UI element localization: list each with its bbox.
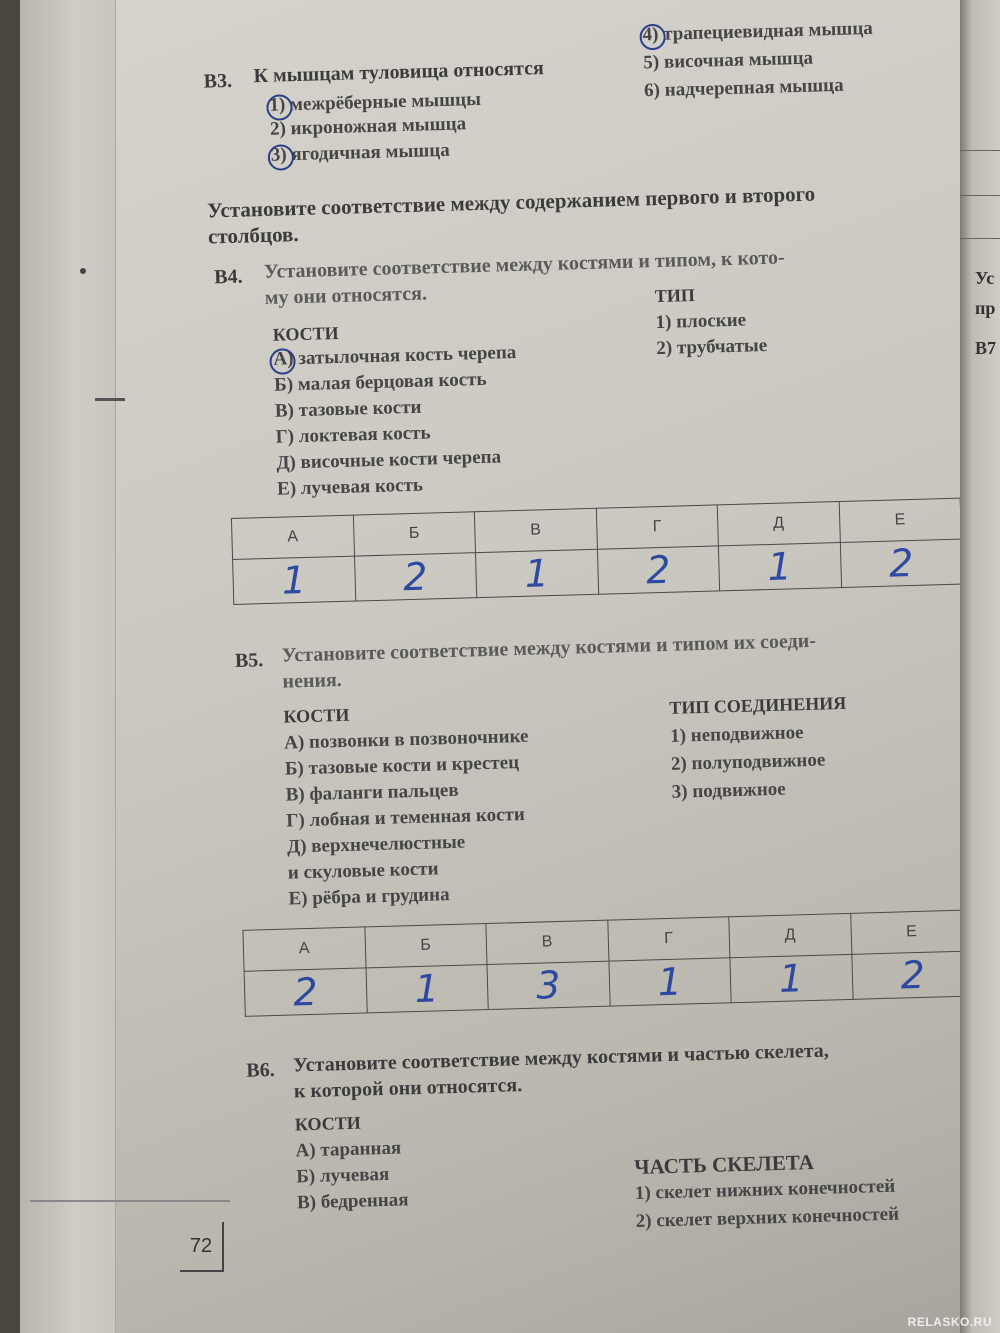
b5-answer-b: 1 bbox=[366, 965, 489, 1013]
b3-option-4: 4) трапециевидная мышца bbox=[642, 17, 874, 46]
b5-answer-table bbox=[242, 909, 960, 1016]
b6-question-line-1: Установите соответствие между костями и частью скелета, bbox=[292, 1039, 830, 1077]
b5-answer-e: 2 bbox=[851, 951, 960, 999]
next-page-rule bbox=[960, 195, 1000, 196]
b4-bone-g: Г) локтевая кость bbox=[275, 422, 431, 448]
textbook-page bbox=[20, 0, 960, 1333]
watermark: RELASKO.RU bbox=[907, 1315, 992, 1329]
b3-option-5: 5) височная мышца bbox=[643, 47, 814, 74]
b5-answer-g: 1 bbox=[608, 958, 731, 1006]
b3-option-1: 1) межрёберные мышцы bbox=[269, 88, 482, 116]
next-page-fragment-1: Ус bbox=[975, 268, 995, 288]
b5-question-line-2: нения. bbox=[282, 668, 343, 693]
instruction-line-2: столбцов. bbox=[207, 222, 299, 249]
b5-bone-e: Е) рёбра и грудина bbox=[288, 884, 450, 910]
b3-option-2: 2) икроножная мышца bbox=[269, 113, 467, 140]
b4-question-line-1: Установите соответствие между костями и типом, к кото- bbox=[263, 246, 785, 283]
b6-part-2: 2) скелет верхних конечностей bbox=[635, 1203, 900, 1232]
b5-answer-a: 2 bbox=[244, 968, 367, 1016]
b3-option-3: 3) ягодичная мышца bbox=[270, 139, 451, 166]
b4-question-line-2: му они относятся. bbox=[264, 282, 428, 309]
b5-col-d: Д bbox=[729, 913, 852, 957]
answer-circle-a bbox=[269, 348, 296, 375]
b5-type-1: 1) неподвижное bbox=[669, 722, 804, 747]
instruction-line-1: Установите соответствие между содержанием первого и второго bbox=[206, 181, 816, 223]
b4-answer-b: 2 bbox=[354, 553, 477, 601]
b6-question-line-2: к которой они относятся. bbox=[293, 1074, 523, 1103]
next-page-rule bbox=[960, 238, 1000, 239]
b4-col-d: Д bbox=[717, 502, 840, 546]
b4-bone-a: А) затылочная кость черепа bbox=[273, 341, 517, 370]
b6-bone-v: В) бедренная bbox=[296, 1189, 409, 1214]
next-page-edge bbox=[960, 0, 1000, 1333]
b4-type-1: 1) плоские bbox=[655, 309, 747, 334]
b4-answer-g: 2 bbox=[597, 546, 720, 594]
b4-col-e: Е bbox=[839, 498, 960, 542]
b5-number: В5. bbox=[234, 649, 264, 672]
b5-right-header: ТИП СОЕДИНЕНИЯ bbox=[669, 692, 847, 718]
page-number: 72 bbox=[180, 1222, 224, 1272]
b5-left-header: КОСТИ bbox=[283, 704, 350, 727]
b4-answer-d: 1 bbox=[718, 543, 841, 591]
next-page-fragment-2: пр bbox=[975, 298, 996, 318]
b4-type-2: 2) трубчатые bbox=[656, 334, 768, 360]
b5-bone-d-cont: и скуловые кости bbox=[287, 858, 439, 884]
b4-col-b: Б bbox=[353, 512, 476, 556]
b3-number: В3. bbox=[203, 69, 233, 93]
b4-bone-d: Д) височные кости черепа bbox=[276, 446, 502, 474]
b5-col-e: Е bbox=[850, 910, 960, 954]
b4-bone-e: Е) лучевая кость bbox=[276, 474, 424, 500]
b6-number: В6. bbox=[246, 1059, 276, 1082]
answer-circle-1 bbox=[266, 94, 293, 121]
b4-number: В4. bbox=[213, 265, 243, 289]
next-page-rule bbox=[960, 150, 1000, 151]
b5-col-a: А bbox=[243, 927, 366, 971]
answer-circle-3 bbox=[268, 144, 295, 171]
next-page-fragment-3: В7 bbox=[975, 338, 997, 358]
b5-bone-b: Б) тазовые кости и крестец bbox=[284, 752, 520, 780]
b4-left-header: КОСТИ bbox=[272, 322, 339, 345]
b5-question-line-1: Установите соответствие между костями и типом их соеди- bbox=[281, 629, 817, 667]
b6-bone-b: Б) лучевая bbox=[296, 1163, 390, 1188]
b5-col-g: Г bbox=[607, 917, 730, 961]
b5-bone-d: Д) верхнечелюстные bbox=[286, 831, 466, 858]
b4-bone-v: В) тазовые кости bbox=[274, 396, 422, 422]
b4-col-v: В bbox=[474, 508, 597, 552]
b6-part-1: 1) скелет нижних конечностей bbox=[634, 1175, 896, 1204]
b5-bone-a: А) позвонки в позвоночнике bbox=[283, 725, 529, 754]
page-content bbox=[20, 0, 960, 1333]
page-footer-rule bbox=[30, 1200, 230, 1202]
b4-answer-e: 2 bbox=[840, 539, 960, 587]
b3-option-6: 6) надчерепная мышца bbox=[643, 74, 844, 102]
b4-answer-table bbox=[231, 498, 960, 605]
b4-col-a: А bbox=[231, 515, 354, 559]
b6-right-header: ЧАСТЬ СКЕЛЕТА bbox=[633, 1149, 815, 1180]
b5-bone-v: В) фаланги пальцев bbox=[285, 779, 459, 806]
b6-bone-a: А) таранная bbox=[295, 1137, 402, 1162]
b4-col-g: Г bbox=[596, 505, 719, 549]
b4-answer-v: 1 bbox=[475, 549, 598, 597]
b5-bone-g: Г) лобная и теменная кости bbox=[286, 803, 526, 832]
b4-answer-a: 1 bbox=[233, 556, 356, 604]
answer-circle-4 bbox=[639, 24, 666, 51]
b5-type-2: 2) полуподвижное bbox=[670, 749, 826, 775]
b3-question: К мышцам туловища относятся bbox=[253, 57, 545, 88]
b5-col-b: Б bbox=[364, 924, 487, 968]
b5-type-3: 3) подвижное bbox=[671, 778, 786, 803]
b4-bone-b: Б) малая берцовая кость bbox=[273, 368, 487, 396]
b5-col-v: В bbox=[486, 920, 609, 964]
b4-right-header: ТИП bbox=[654, 284, 696, 307]
b6-left-header: КОСТИ bbox=[294, 1112, 361, 1135]
b5-answer-d: 1 bbox=[730, 954, 853, 1002]
b5-answer-v: 3 bbox=[487, 961, 610, 1009]
